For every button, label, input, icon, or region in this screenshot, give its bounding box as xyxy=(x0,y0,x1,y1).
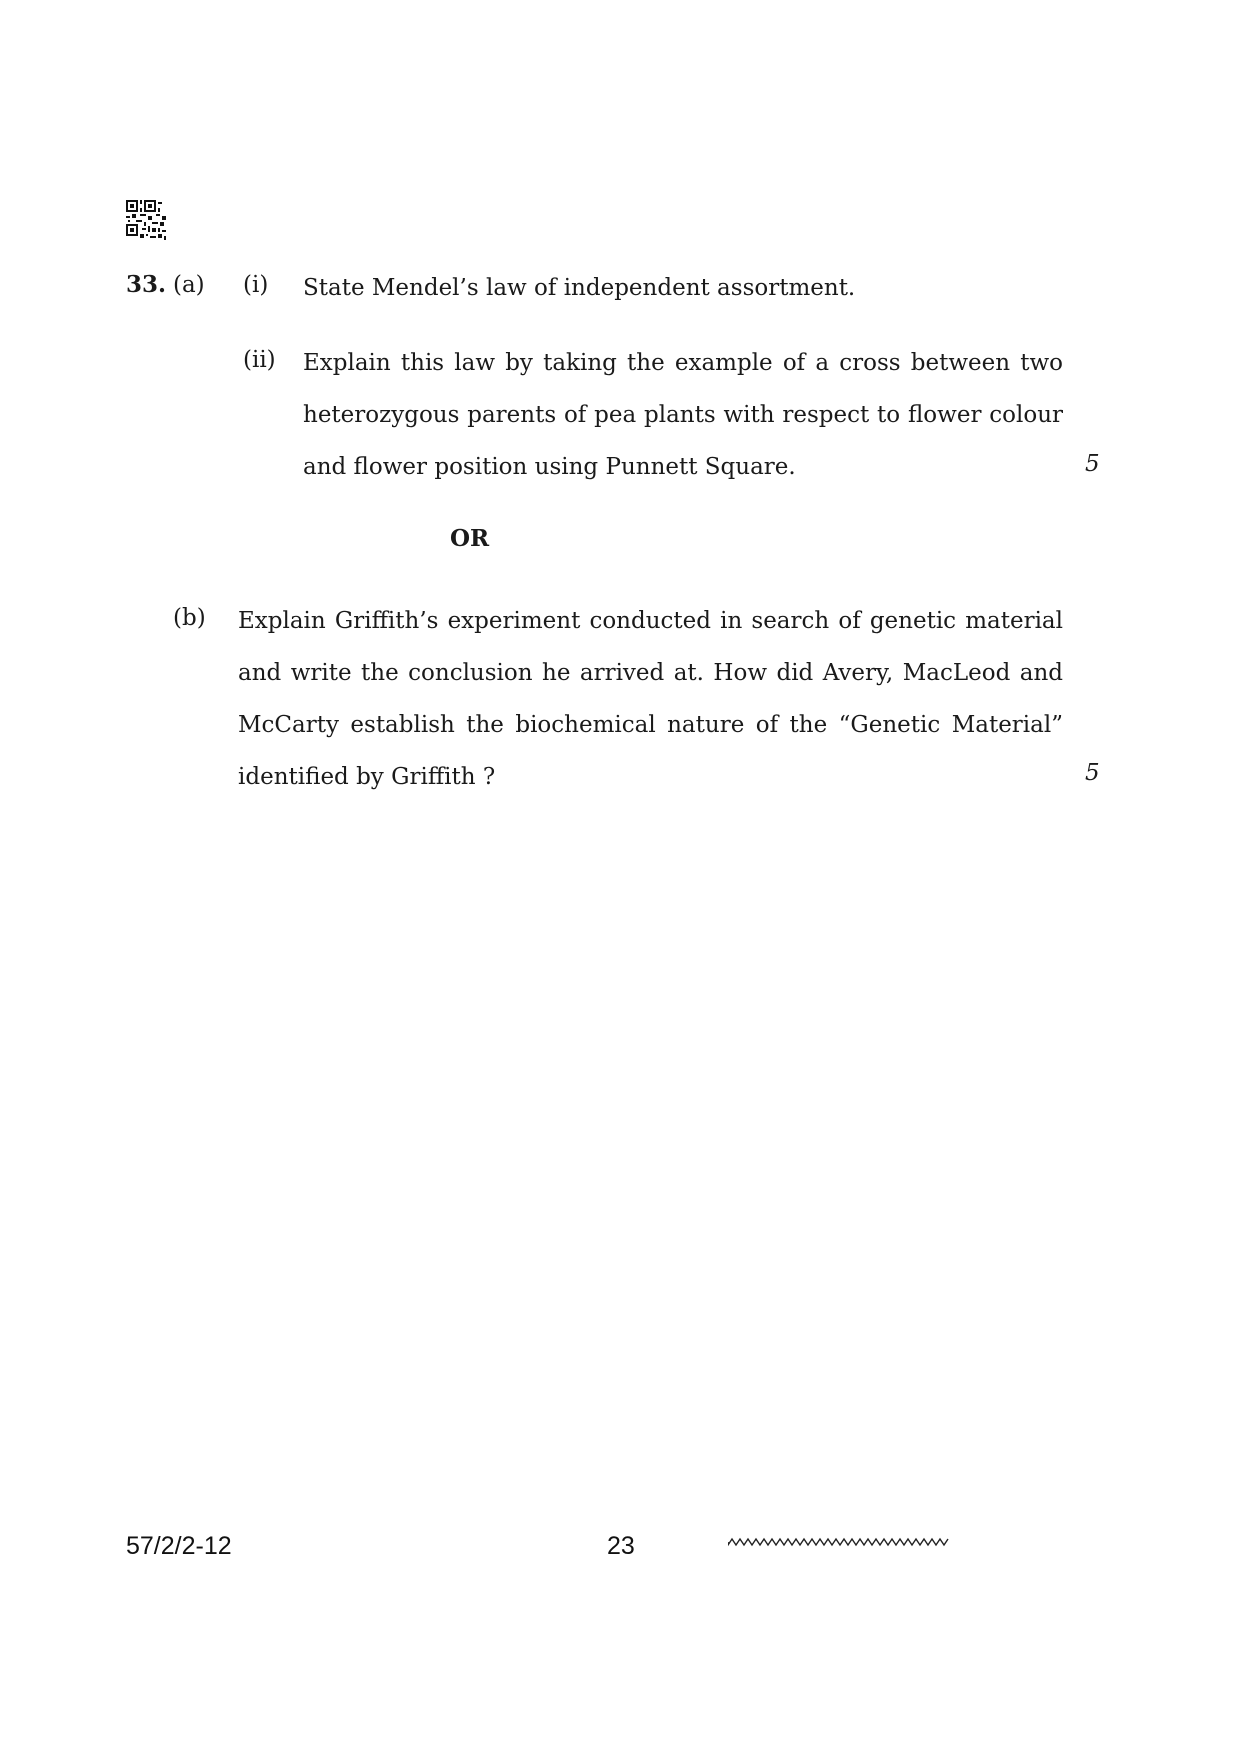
paper-code: 57/2/2-12 xyxy=(126,1532,232,1560)
page-number: 23 xyxy=(607,1532,635,1560)
part-b-marks: 5 xyxy=(1085,760,1100,786)
text-line: identified by Griffith ? xyxy=(238,764,496,790)
text-line: heterozygous parents of pea plants with respect to flower colour xyxy=(303,402,1063,428)
or-separator: OR xyxy=(450,525,490,552)
part-b-label: (b) xyxy=(173,605,206,631)
text-line: McCarty establish the biochemical nature of the “Genetic Material” xyxy=(238,712,1063,738)
sub-part-ii-text xyxy=(303,337,1063,493)
question-number: 33. xyxy=(126,271,167,298)
text-line: Explain Griffith’s experiment conducted in search of genetic material xyxy=(238,608,1063,634)
part-b-text xyxy=(238,595,1063,803)
part-a-label: (a) xyxy=(173,272,205,298)
part-a-marks: 5 xyxy=(1085,451,1100,477)
sub-part-i-label: (i) xyxy=(243,272,269,298)
sub-part-ii-label: (ii) xyxy=(243,347,276,373)
text-line: Explain this law by taking the example of a cross between two xyxy=(303,350,1063,376)
sub-part-i-text xyxy=(303,262,1063,314)
qr-code-icon xyxy=(126,200,166,240)
text-line: and flower position using Punnett Square. xyxy=(303,454,796,480)
text-line: State Mendel’s law of independent assortment. xyxy=(303,275,856,301)
text-line: and write the conclusion he arrived at. How did Avery, MacLeod and xyxy=(238,660,1063,686)
wavy-line-icon xyxy=(728,1535,950,1549)
